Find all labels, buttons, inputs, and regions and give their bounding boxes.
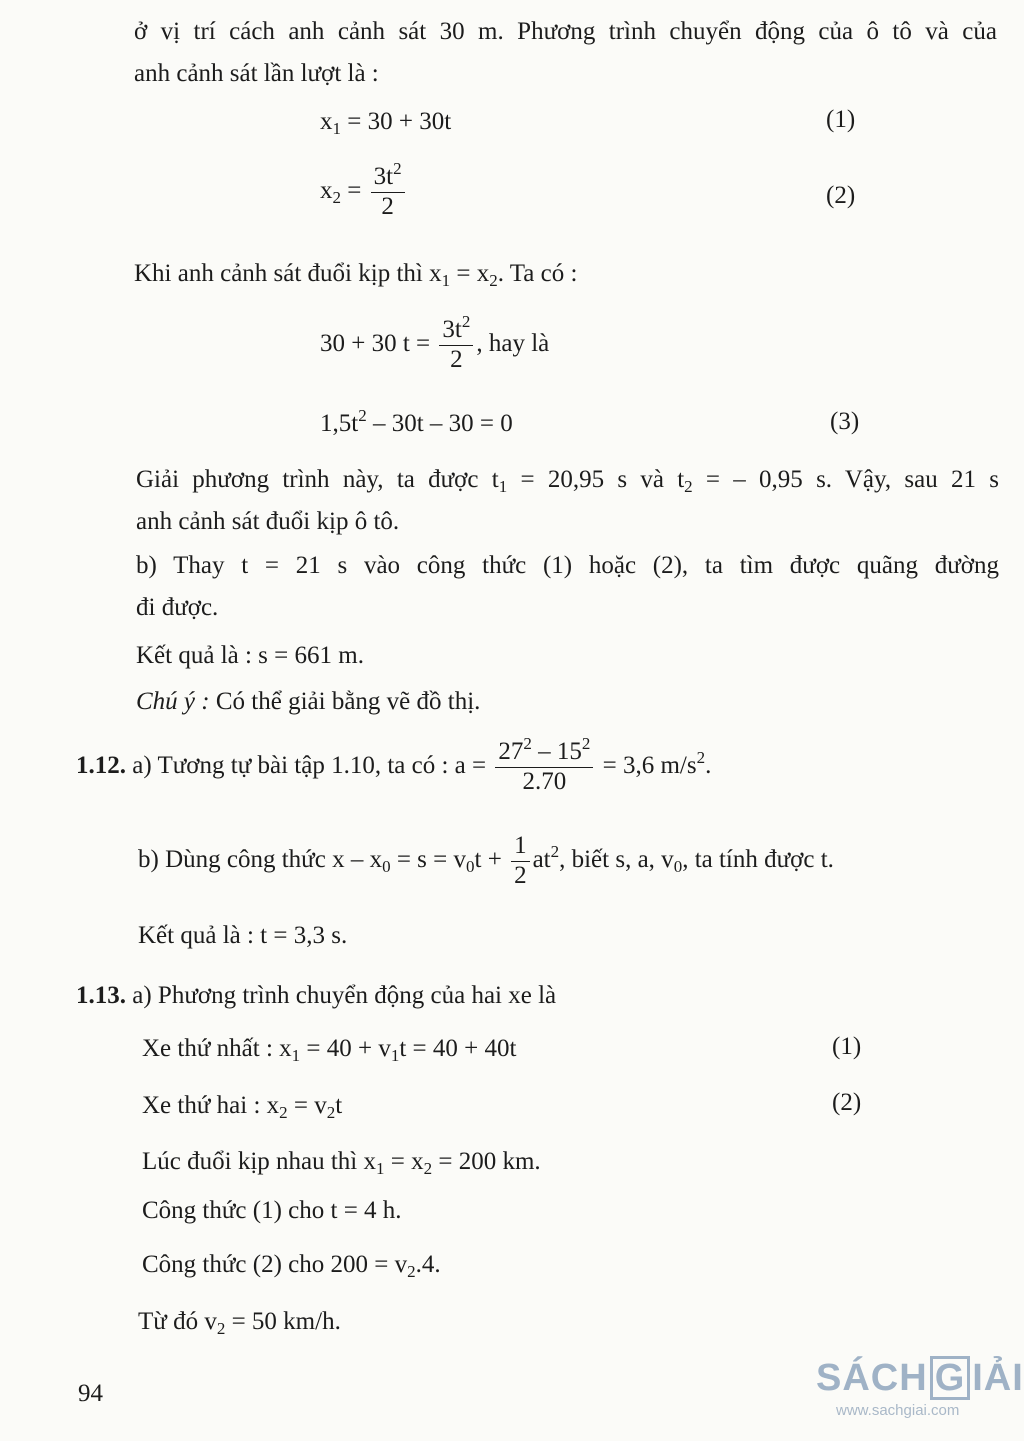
exercise-label: 1.12. (76, 751, 126, 779)
result-line: Kết quả là : t = 3,3 s. (138, 922, 348, 949)
equation-1: $x_1 = 30 + 30t$ (320, 108, 452, 139)
exercise-1-13-a: 1.13. a) Phương trình chuyển động của hai xe là (76, 982, 557, 1009)
exercise-1-12-a: 1.12. a) Tương tự bài tập 1.10, ta có : a = $\frac{27^2 - 15^2}{2.70}$ = 3,6 $m/s^2$. (76, 733, 712, 795)
equation-car-1: Xe thứ nhất : $x_1 = 40 + v_1t = 40 + 40t$ (142, 1035, 517, 1066)
paragraph-line: ở vị trí cách anh cảnh sát 30 m. Phương trình chuyển động của ô tô và của (134, 18, 997, 45)
note-line: Chú ý : Có thể giải bằng vẽ đồ thị. (136, 688, 481, 715)
paragraph-line: đi được. (136, 594, 219, 621)
paragraph-line: Khi anh cảnh sát đuổi kịp thì $x_1 = x_2$. Ta có : (134, 260, 578, 291)
formula-line: Công thức (1) cho t = 4 h. (142, 1197, 402, 1224)
equation-4: $1,5t^2 - 30t - 30 = 0$ (320, 405, 513, 437)
exercise-label: 1.13. (76, 982, 126, 1009)
meeting-line: Lúc đuổi kịp nhau thì $x_1 = x_2 = 200$ km. (142, 1148, 541, 1179)
equation-number: (1) (832, 1033, 862, 1060)
equation-number: (2) (826, 182, 856, 209)
equation-number: (1) (826, 106, 856, 133)
equation-3: 30 + 30 t = $\frac{3t^2}{2}$ , hay là (320, 311, 550, 373)
equation-2: $x_2$ = $\frac{3t^2}{2}$ (320, 163, 408, 222)
paragraph-line: anh cảnh sát đuổi kịp ô tô. (136, 508, 400, 535)
paragraph-line: b) Thay t = 21 s vào công thức (1) hoặc (2), ta tìm được quãng đường (136, 552, 999, 579)
equation-car-2: Xe thứ hai : $x_2 = v_2t$ (142, 1092, 343, 1123)
page-number: 94 (78, 1380, 103, 1407)
formula-line: Từ đó $v_2 = 50$ km/h. (138, 1308, 341, 1339)
equation-number: (3) (830, 408, 860, 435)
watermark-logo: SÁCH G IẢI www.sachgiai.com (816, 1356, 1024, 1419)
paragraph-line: Giải phương trình này, ta được $t_1 = 20,95$ s và $t_2$ = – 0,95 s. Vậy, sau 21 s (136, 466, 999, 497)
result-line: Kết quả là : s = 661 m. (136, 642, 364, 669)
formula-line: Công thức (2) cho $200 = v_2.4$. (142, 1251, 441, 1282)
exercise-1-12-b: b) Dùng công thức $x - x_0 = s = v_0t$ + $\frac{1}{2}$ $at^2$, biết s, a, $v_0$, ta tính được t. (138, 832, 834, 889)
paragraph-line: anh cảnh sát lần lượt là : (134, 60, 379, 87)
equation-number: (2) (832, 1089, 862, 1116)
